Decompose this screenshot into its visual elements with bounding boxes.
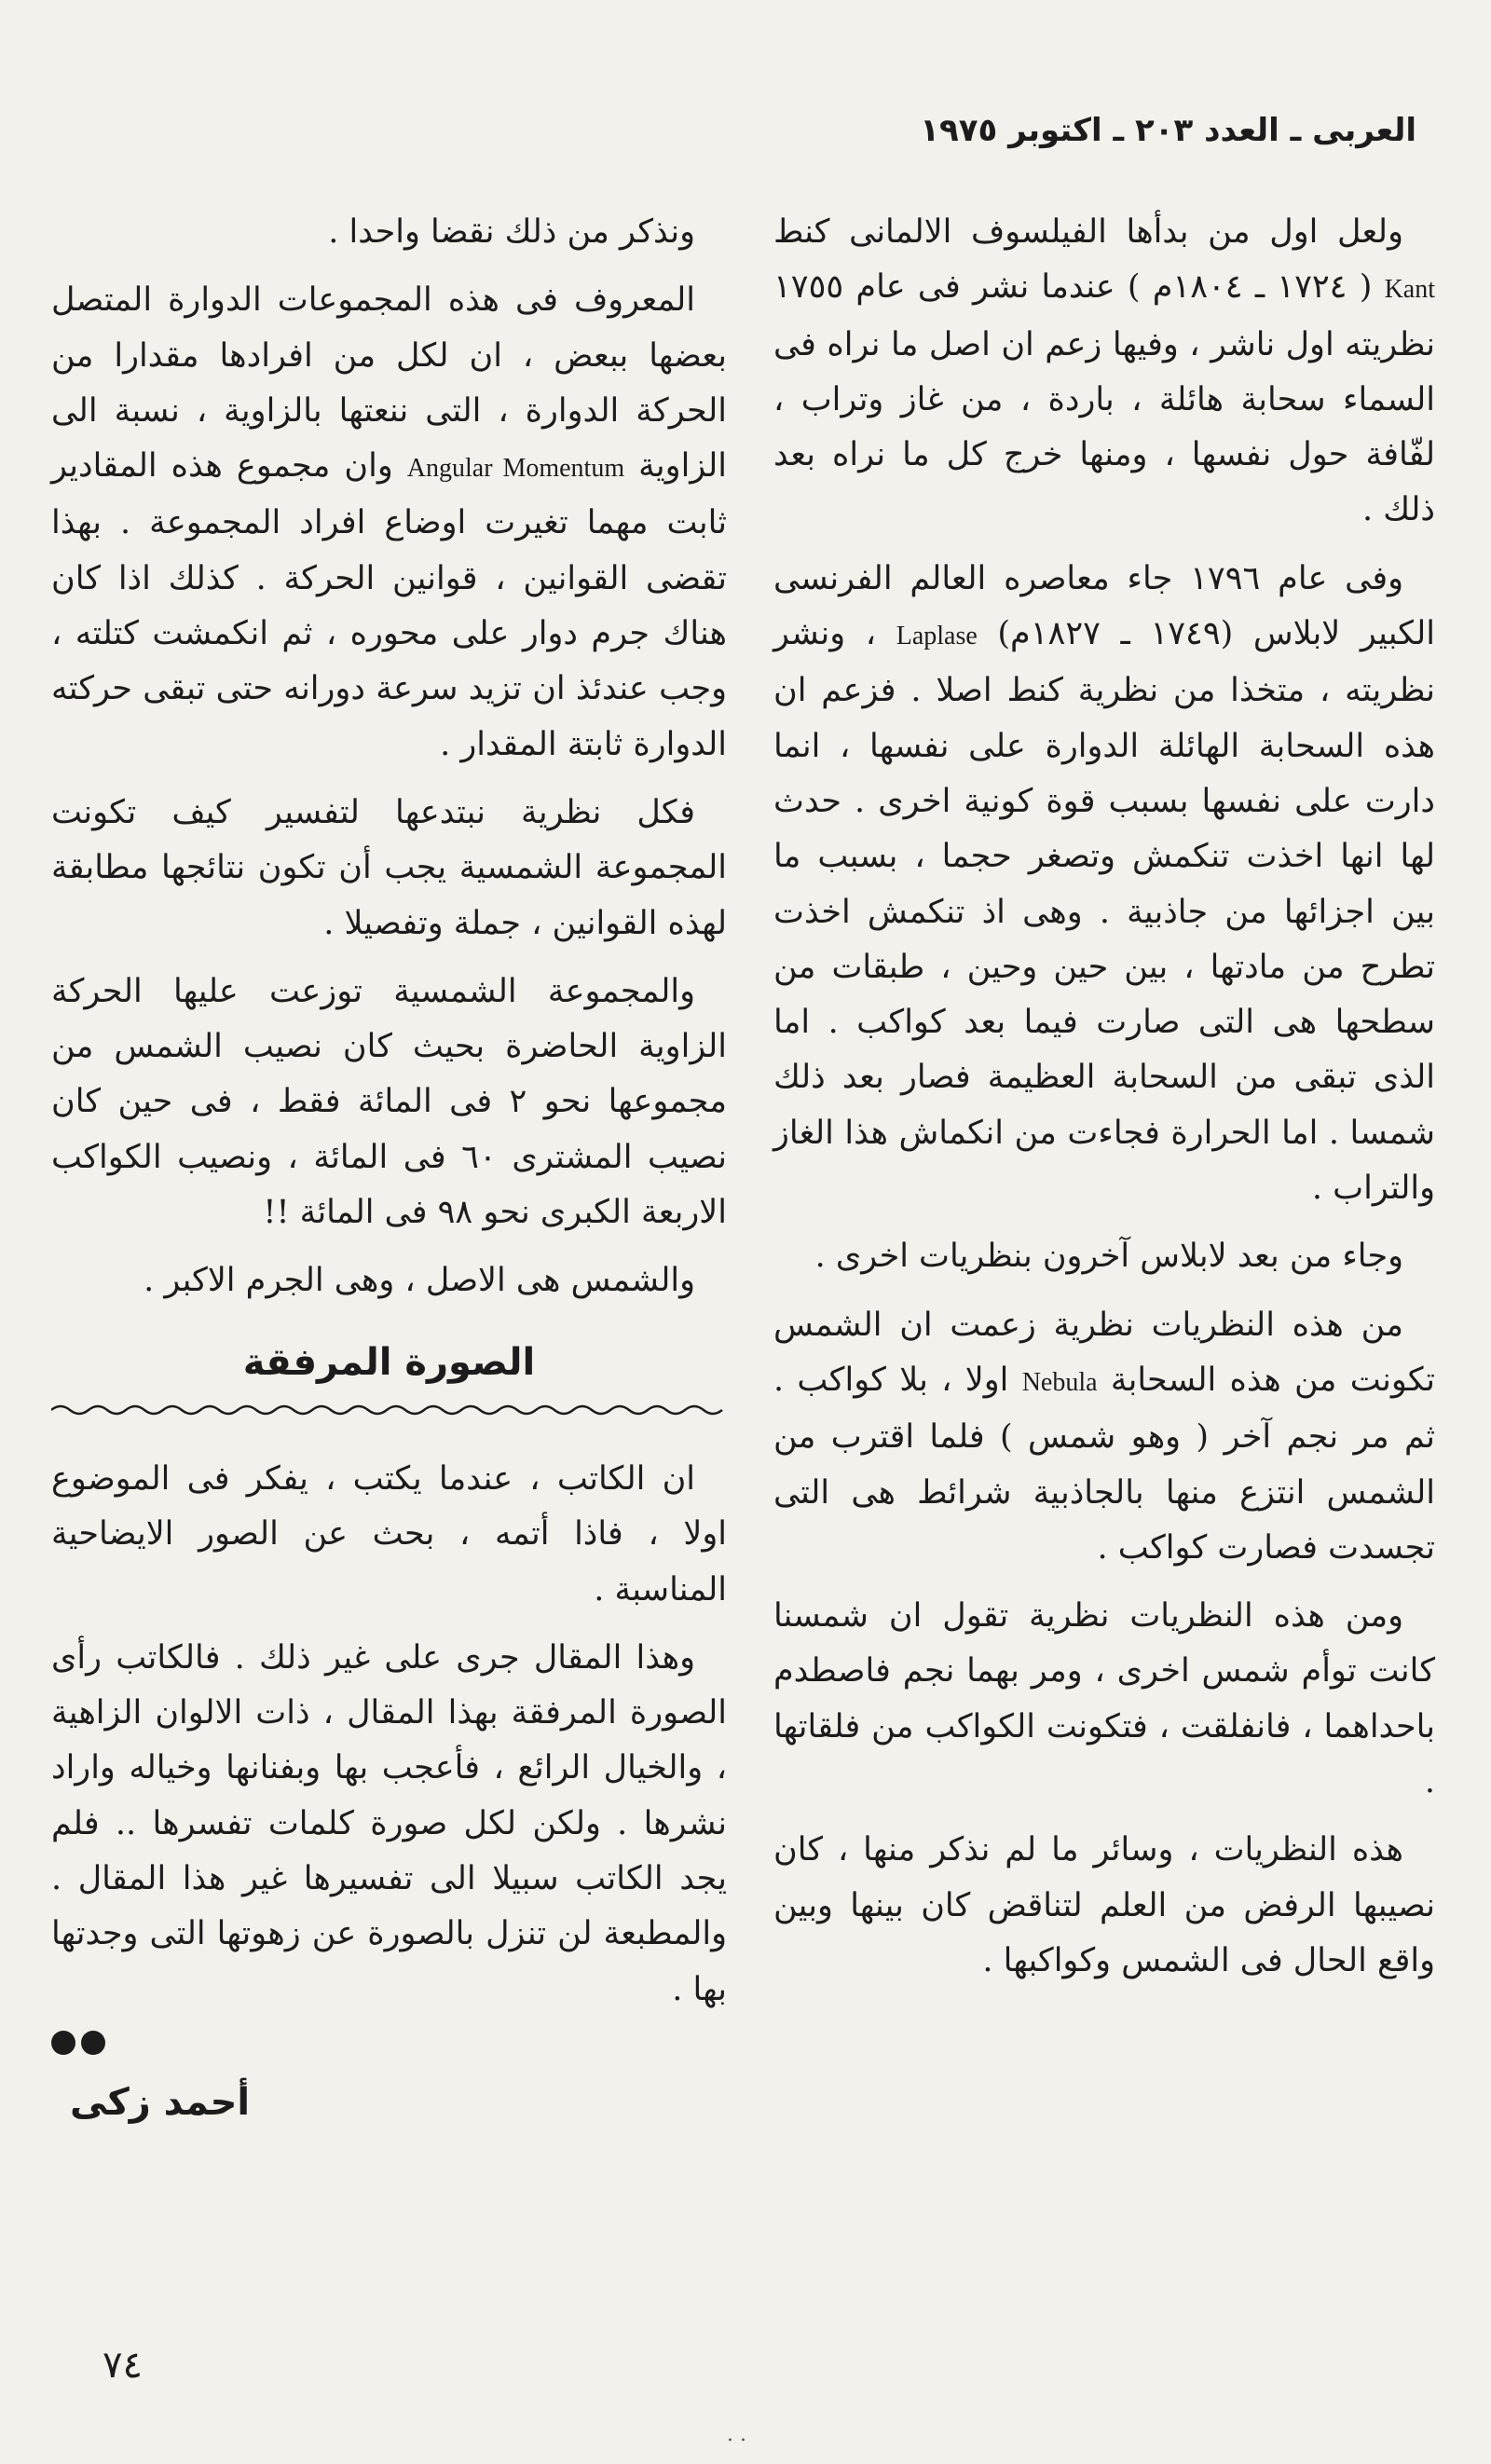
text-run: وفى عام ١٧٩٦ جاء معاصره العالم الفرنسى الكبير لابلاس (١٧٤٩ ـ ١٨٢٧م) bbox=[773, 559, 1435, 653]
right-column-paragraph bbox=[773, 1589, 1435, 1810]
text-run: ونذكر من ذلك نقضا واحدا . bbox=[328, 213, 695, 251]
text-run: ولعل اول من بدأها الفيلسوف الالمانى كنط bbox=[773, 213, 1403, 251]
text-run: المعروف فى هذه المجموعات الدوارة المتصل بعضها ببعض ، ان لكل من افرادها مقدارا من الحركة الدوارة ، التى ننعتها بالزاوية ، نسبة الى الزاوية bbox=[51, 281, 727, 486]
text-run: اولا ، بلا كواكب . ثم مر نجم آخر ( وهو شمس ) فلما اقترب من الشمس انتزع منها بالجاذبية شرائط هى التى تجسدت فصارت كواكب . bbox=[773, 1361, 1435, 1567]
text-run: وان مجموع هذه المقادير ثابت مهما تغيرت اوضاع افراد المجموعة . بهذا تقضى القوانين ، قوانين الحركة . كذلك اذا كان هناك جرم دوار على محوره ، ثم انكمشت كتلته ، وجب عندئذ ان تزيد سرعة دورانه حتى تبقى حركته الدوارة ثابتة المقدار . bbox=[51, 447, 727, 763]
section-body bbox=[51, 1452, 727, 2018]
running-header: العربى ـ العدد ٢٠٣ ـ اكتوبر ١٩٧٥ bbox=[920, 112, 1416, 149]
section-heading: الصورة المرفقة bbox=[242, 1340, 536, 1384]
right-column-paragraph bbox=[773, 1229, 1435, 1284]
text-run: ( ١٧٢٤ ـ ١٨٠٤م ) عندما نشر فى عام ١٧٥٥ نظريته اول ناشر ، وفيها زعم ان اصل ما نراه فى السماء سحابة هائلة ، باردة ، من غاز وتراب ، لفّافة حول نفسها ، ومنها خرج كل ما نراه بعد ذلك . bbox=[773, 268, 1435, 529]
left-column-body bbox=[51, 205, 727, 1309]
text-run: من هذه النظريات نظرية زعمت ان الشمس تكونت من هذه السحابة bbox=[773, 1306, 1435, 1399]
latin-term: Nebula bbox=[1021, 1367, 1098, 1397]
text-run: والشمس هى الاصل ، وهى الجرم الاكبر . bbox=[144, 1262, 695, 1300]
left-column-paragraph bbox=[51, 965, 727, 1240]
section-paragraph bbox=[51, 1631, 727, 2018]
right-column bbox=[773, 205, 1435, 2002]
right-column-paragraph bbox=[773, 1298, 1435, 1576]
right-column-paragraph bbox=[773, 1823, 1435, 1989]
end-mark bbox=[51, 2031, 727, 2059]
text-run: والمجموعة الشمسية توزعت عليها الحركة الزاوية الحاضرة بحيث كان نصيب الشمس من مجموعها نحو ٢ فى المائة فقط ، فى حين كان نصيب المشترى ٦٠ فى المائة ، ونصيب الكواكب الاربعة الكبرى نحو ٩٨ فى المائة !! bbox=[51, 972, 727, 1232]
left-column-paragraph bbox=[51, 786, 727, 951]
right-column-paragraph bbox=[773, 552, 1435, 1217]
latin-term: Laplase bbox=[896, 622, 978, 651]
latin-term: Kant bbox=[1384, 275, 1435, 305]
section-paragraph bbox=[51, 1452, 727, 1618]
left-column-paragraph bbox=[51, 273, 727, 773]
text-run: وهذا المقال جرى على غير ذلك . فالكاتب رأى الصورة المرفقة بهذا المقال ، ذات الالوان الزاهية ، والخيال الرائع ، فأعجب بها وبفنانها وخياله واراد نشرها . ولكن لكل صورة كلمات تفسرها .. فلم يجد الكاتب سبيلا الى تفسيرها غير هذا المقال . والمطبعة لن تنزل بالصورة عن زهوتها التى وجدتها بها . bbox=[51, 1638, 727, 2008]
left-column bbox=[51, 205, 727, 2130]
left-column-paragraph bbox=[51, 205, 727, 260]
text-run: فكل نظرية نبتدعها لتفسير كيف تكونت المجموعة الشمسية يجب أن تكون نتائجها مطابقة لهذه القوانين ، جملة وتفصيلا . bbox=[51, 793, 727, 942]
right-column-paragraph bbox=[773, 205, 1435, 539]
text-run: ان الكاتب ، عندما يكتب ، يفكر فى الموضوع اولا ، فاذا أتمه ، بحث عن الصور الايضاحية المناسبة . bbox=[51, 1459, 727, 1608]
print-specks: . . bbox=[727, 2423, 746, 2446]
text-run: ، ونشر نظريته ، متخذا من نظرية كنط اصلا . فزعم ان هذه السحابة الهائلة الدوارة على نفسها ، انما دارت على نفسها بسبب قوة كونية اخرى . حدث لها انها اخذت تنكمش وتصغر حجما ، بسبب ما بين اجزائها من جاذبية . وهى اذ تنكمش اخذت تطرح من مادتها ، بين حين وحين ، طبقات من سطحها هى التى صارت فيما بعد كواكب . اما الذى تبقى من السحابة العظيمة فصار بعد ذلك شمسا . اما الحرارة فجاءت من انكماش هذا الغاز والتراب . bbox=[773, 615, 1435, 1208]
page-number: ٧٤ bbox=[103, 2344, 143, 2387]
latin-term: Angular Momentum bbox=[406, 454, 625, 484]
end-dot bbox=[51, 2031, 75, 2055]
end-dot bbox=[81, 2031, 105, 2055]
text-run: وجاء من بعد لابلاس آخرون بنظريات اخرى . bbox=[814, 1238, 1403, 1276]
wavy-divider bbox=[51, 1403, 727, 1417]
text-run: ومن هذه النظريات نظرية تقول ان شمسنا كانت توأم شمس اخرى ، ومر بهما نجم فاصطدم باحداهما ، فانفلقت ، فتكونت الكواكب من فلقاتها . bbox=[773, 1597, 1435, 1801]
left-column-paragraph bbox=[51, 1253, 727, 1308]
author-signature: أحمد زكى bbox=[70, 2080, 251, 2124]
text-run: هذه النظريات ، وسائر ما لم نذكر منها ، كان نصيبها الرفض من العلم لتناقض كان بينها وبين واقع الحال فى الشمس وكواكبها . bbox=[773, 1831, 1435, 1979]
